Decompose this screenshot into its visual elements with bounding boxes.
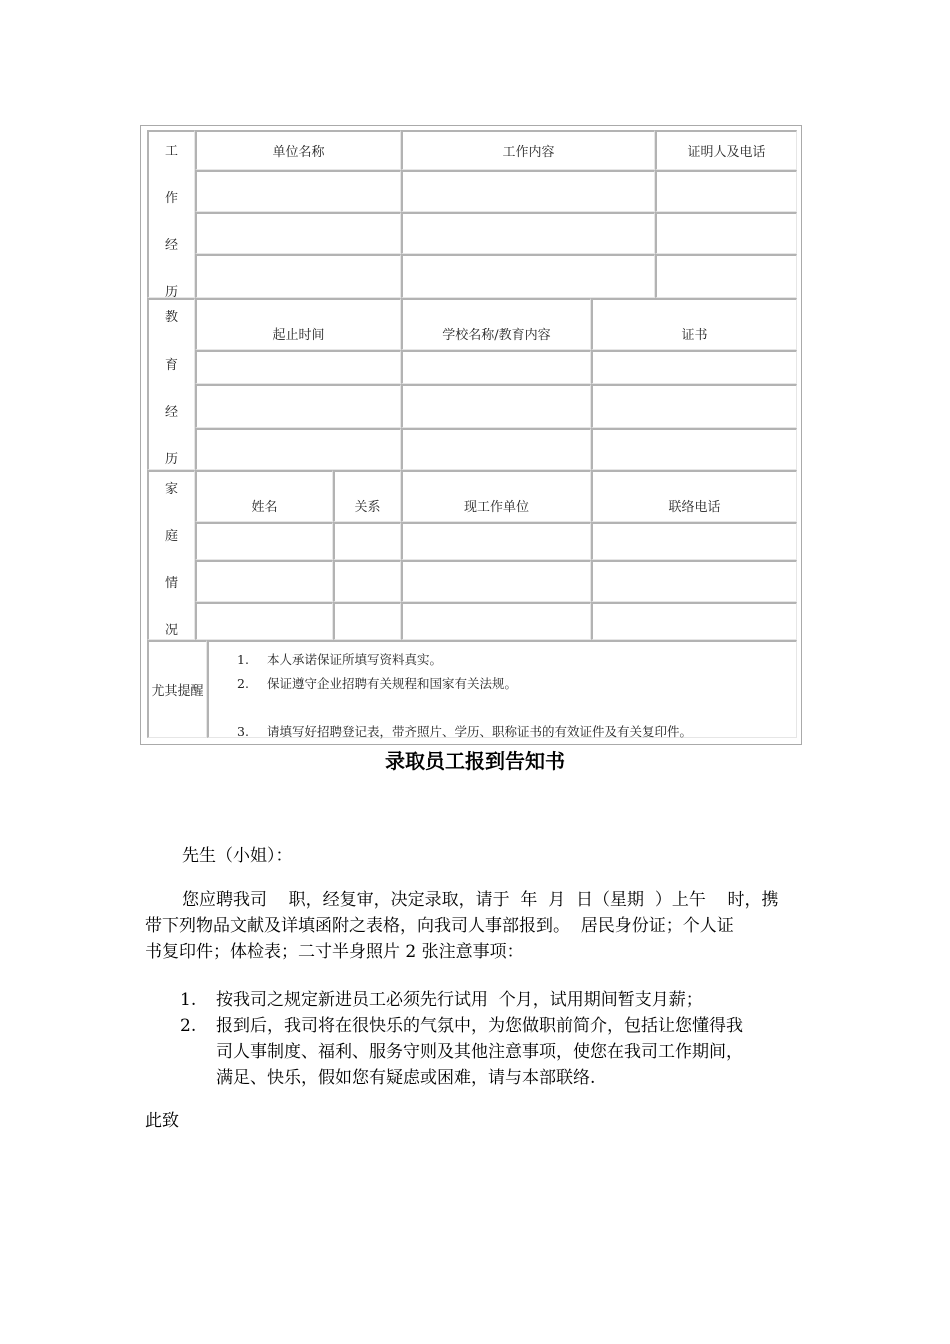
- list-line: 司人事制度、福利、服务守则及其他注意事项，使您在我司工作期间，: [216, 1042, 743, 1062]
- label-char: 情: [164, 576, 178, 591]
- education-cell[interactable]: [195, 384, 401, 428]
- header-reference-phone: 证明人及电话: [655, 130, 797, 170]
- header-work-content: 工作内容: [401, 130, 655, 170]
- reminder-item: [237, 650, 442, 668]
- label-char: 教: [164, 310, 178, 325]
- header-employer: 现工作单位: [401, 470, 591, 522]
- salutation: 先生（小姐）：: [182, 846, 293, 866]
- family-cell[interactable]: [195, 602, 333, 640]
- work-cell[interactable]: [401, 254, 655, 298]
- header-school: 学校名称/教育内容: [401, 298, 591, 350]
- label-char: 况: [164, 623, 178, 638]
- work-cell[interactable]: [401, 170, 655, 212]
- education-cell[interactable]: [401, 428, 591, 470]
- work-cell[interactable]: [195, 170, 401, 212]
- registration-form: [140, 125, 802, 745]
- header-period: 起止时间: [195, 298, 401, 350]
- family-cell[interactable]: [333, 522, 401, 560]
- label-char: 经: [164, 238, 178, 253]
- label-char: 育: [164, 358, 178, 373]
- reminder-item-num: 3.: [237, 724, 249, 739]
- family-cell[interactable]: [401, 602, 591, 640]
- body-line: 您应聘我司 职，经复审，决定录取，请于 年 月 日（星期 ）上午 时，携: [182, 890, 779, 910]
- list-num: 1.: [180, 990, 197, 1010]
- family-cell[interactable]: [591, 560, 797, 602]
- list-line: 按我司之规定新进员工必须先行试用 个月，试用期间暂支月薪；: [216, 990, 703, 1010]
- work-experience-label: [147, 130, 195, 298]
- closing: 此致: [145, 1111, 179, 1131]
- reminder-item-num: 2.: [237, 676, 249, 691]
- family-cell[interactable]: [333, 560, 401, 602]
- label-char: 作: [164, 191, 178, 206]
- header-phone: 联络电话: [591, 470, 797, 522]
- education-label: [147, 298, 195, 470]
- header-name: 姓名: [195, 470, 333, 522]
- list-line: 满足、快乐，假如您有疑虑或困难，请与本部联络.: [216, 1068, 596, 1088]
- reminder-item-text: 请填写好招聘登记表，带齐照片、学历、职称证书的有效证件及有关复印件。: [267, 724, 693, 739]
- family-cell[interactable]: [401, 522, 591, 560]
- list-num: 2.: [180, 1016, 197, 1036]
- reminder-item-text: 本人承诺保证所填写资料真实。: [267, 652, 443, 667]
- work-cell[interactable]: [195, 254, 401, 298]
- education-cell[interactable]: [591, 350, 797, 384]
- label-char: 历: [164, 452, 178, 467]
- header-relation: 关系: [333, 470, 401, 522]
- label-char: 经: [164, 405, 178, 420]
- reminder-notes: [207, 640, 797, 738]
- reminder-item: [237, 722, 692, 740]
- education-cell[interactable]: [195, 428, 401, 470]
- body-line: 书复印件；体检表；二寸半身照片 2 张注意事项：: [145, 942, 524, 962]
- label-char: 家: [164, 482, 178, 497]
- family-cell[interactable]: [591, 522, 797, 560]
- reminder-item: [237, 674, 517, 692]
- reminder-item-text: 保证遵守企业招聘有关规程和国家有关法规。: [267, 676, 518, 691]
- family-label: [147, 470, 195, 640]
- education-cell[interactable]: [195, 350, 401, 384]
- list-line: 报到后，我司将在很快乐的气氛中，为您做职前简介，包括让您懂得我: [216, 1016, 743, 1036]
- education-cell[interactable]: [401, 384, 591, 428]
- reminder-item-num: 1.: [237, 652, 249, 667]
- work-cell[interactable]: [401, 212, 655, 254]
- work-cell[interactable]: [655, 212, 797, 254]
- education-cell[interactable]: [591, 428, 797, 470]
- work-cell[interactable]: [655, 254, 797, 298]
- label-char: 工: [164, 144, 178, 159]
- education-cell[interactable]: [401, 350, 591, 384]
- family-cell[interactable]: [333, 602, 401, 640]
- work-cell[interactable]: [195, 212, 401, 254]
- family-cell[interactable]: [591, 602, 797, 640]
- body-line: 带下列物品文献及详填函附之表格，向我司人事部报到。 居民身份证；个人证: [145, 916, 734, 936]
- header-company-name: 单位名称: [195, 130, 401, 170]
- header-certificate: 证书: [591, 298, 797, 350]
- notice-title: 录取员工报到告知书: [385, 749, 565, 773]
- label-char: 庭: [164, 529, 178, 544]
- family-cell[interactable]: [401, 560, 591, 602]
- label-char: 历: [164, 285, 178, 300]
- reminder-label: 尤其提醒: [147, 640, 207, 738]
- family-cell[interactable]: [195, 522, 333, 560]
- education-cell[interactable]: [591, 384, 797, 428]
- family-cell[interactable]: [195, 560, 333, 602]
- work-cell[interactable]: [655, 170, 797, 212]
